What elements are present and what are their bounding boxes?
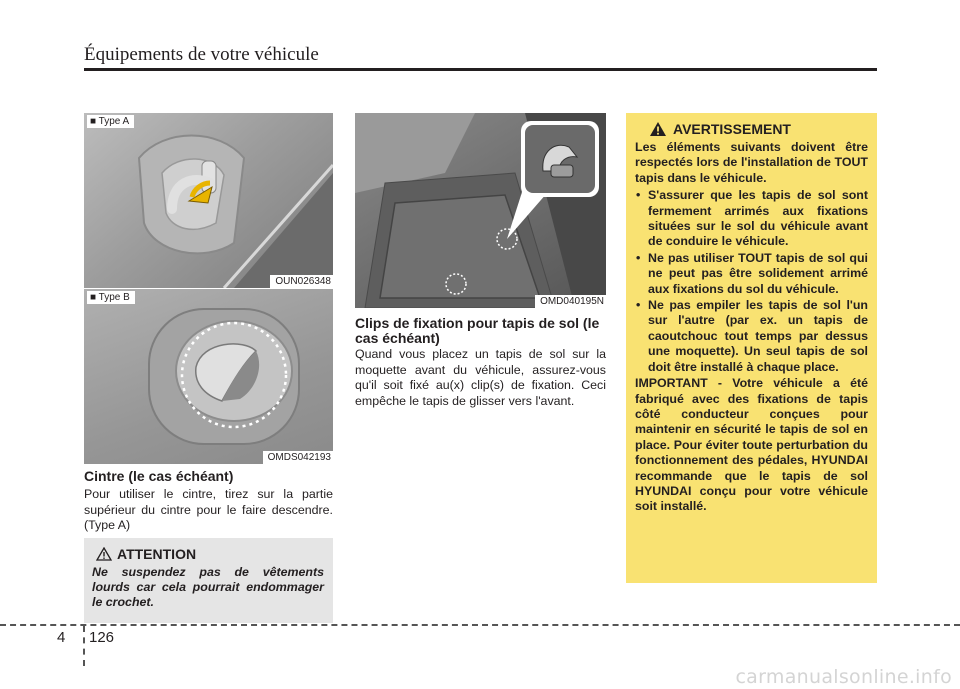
hanger-section-text: Pour utiliser le cintre, tirez sur la partie supérieur du cintre pour le faire descendre. (Type A) [84, 487, 333, 532]
warning-list-item-text: S'assurer que les tapis de sol sont fermement arrimés aux fixations situées sur le sol du véhicule avant de conduire le véhicule. [648, 188, 868, 249]
warning-list [635, 188, 868, 375]
warning-important: IMPORTANT - Votre véhicule a été fabriqué avec des fixations de tapis côté conducteur conçues pour maintenir en sécurité le tapis de sol en place. Pour éviter toute perturbation du fonctionnement des pédales, HYUNDAI recommande que le tapis de sol HYUNDAI conçu pour votre véhicule soit installé. [635, 376, 868, 514]
bullet: • [636, 188, 641, 203]
attention-header [92, 546, 324, 562]
warning-list-item-text: Ne pas utiliser TOUT tapis de sol qui ne peut pas être solidement arrimé aux fixations du sol du véhicule. [648, 250, 868, 296]
warning-list-item-text: Ne pas empiler les tapis de sol l'un sur l'autre (par ex. un tapis de caoutchouc tout temps par dessus une moquette). Un seul tapis de sol doit être installé à chaque place. [648, 298, 868, 374]
warning-intro: Les éléments suivants doivent être respectés lors de l'installation de TOUT tapis dans le véhicule. [635, 140, 868, 185]
warning-list-item [635, 251, 868, 297]
hanger-type-a-illustration [84, 113, 333, 288]
attention-title: ATTENTION [117, 546, 197, 562]
footer-rule [0, 624, 960, 626]
hanger-section-title: Cintre (le cas échéant) [84, 468, 234, 484]
warning-triangle-icon [649, 121, 667, 137]
figure-hanger-type-b [84, 289, 333, 464]
footer-divider [83, 626, 85, 666]
bullet: • [636, 298, 641, 313]
clips-section-text: Quand vous placez un tapis de sol sur la moquette avant du véhicule, assurez-vous qu'il soit fixé au(x) clip(s) de fixation. Ceci empêche le tapis de glisser vers l'avant. [355, 347, 606, 408]
figure-label-type-a: ■ Type A [87, 115, 134, 128]
bullet: • [636, 250, 641, 265]
warning-header [635, 121, 868, 137]
warning-triangle-icon [96, 547, 112, 561]
warning-title: AVERTISSEMENT [673, 121, 791, 137]
watermark: carmanualsonline.info [735, 666, 952, 688]
hanger-type-b-illustration [84, 289, 333, 464]
warning-list-item [635, 188, 868, 250]
figure-code-type-b: OMDS042193 [263, 451, 333, 464]
page-number: 126 [89, 629, 115, 646]
warning-list-item [635, 298, 868, 375]
figure-label-type-b: ■ Type B [87, 291, 135, 304]
attention-text: Ne suspendez pas de vêtements lourds car cela pourrait endommager le crochet. [92, 565, 324, 609]
chapter-number: 4 [57, 629, 66, 646]
figure-code-type-a: OUN026348 [270, 275, 333, 288]
header-rule [84, 68, 877, 71]
floor-mat-clip-illustration [355, 113, 606, 308]
page-header-title: Équipements de votre véhicule [84, 44, 319, 65]
warning-box [626, 113, 877, 583]
attention-box [84, 538, 333, 623]
figure-floor-mat-clip [355, 113, 606, 308]
figure-hanger-type-a [84, 113, 333, 288]
clips-section-title: Clips de fixation pour tapis de sol (le cas échéant) [355, 315, 600, 346]
figure-code-clip: OMD040195N [535, 295, 606, 308]
